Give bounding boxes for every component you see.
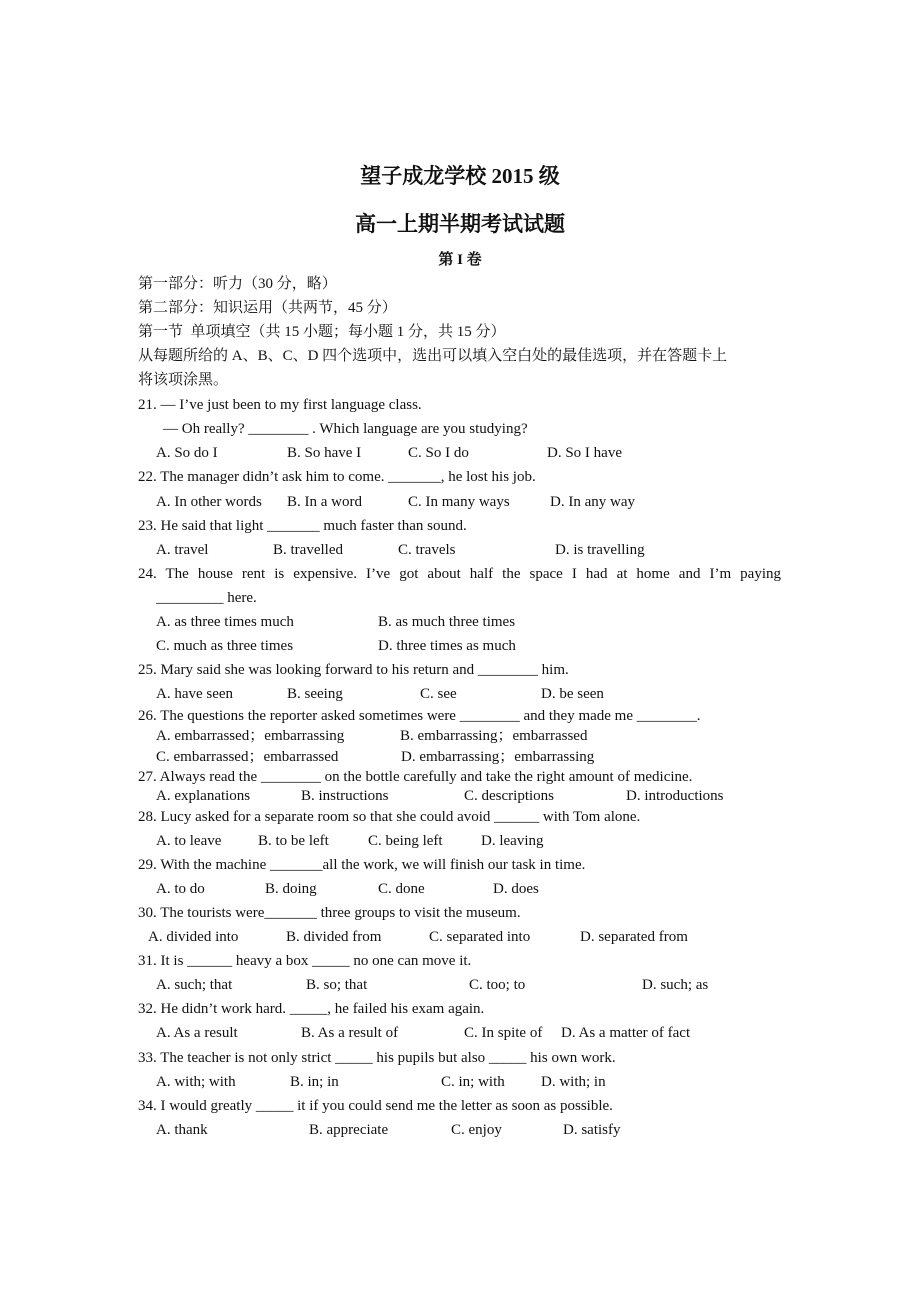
- exam-title: 高一上期半期考试试题: [355, 212, 565, 236]
- answer-option: B. instructions: [301, 788, 389, 804]
- answer-option: B. so; that: [306, 977, 368, 993]
- question-stem: 30. The tourists were_______ three groups to visit the museum.: [138, 905, 521, 921]
- question-stem: 22. The manager didn’t ask him to come. _______, he lost his job.: [138, 469, 536, 485]
- answer-option: A. such; that: [156, 977, 233, 993]
- question-stem: 28. Lucy asked for a separate room so that she could avoid ______ with Tom alone.: [138, 809, 641, 825]
- answer-option: D. introductions: [626, 788, 724, 804]
- answer-option: A. So do I: [156, 445, 218, 461]
- section-instruction: 第二部分：知识运用（共两节，45 分）: [138, 300, 397, 316]
- answer-option: A. to do: [156, 881, 205, 897]
- section-instruction: 第一节 单项填空（共 15 小题；每小题 1 分，共 15 分）: [138, 324, 506, 340]
- answer-option: D. three times as much: [378, 638, 516, 654]
- answer-option: C. see: [420, 686, 457, 702]
- answer-option: D. So I have: [547, 445, 622, 461]
- answer-option: A. as three times much: [156, 614, 294, 630]
- answer-option: A. with; with: [156, 1074, 236, 1090]
- question-stem: 34. I would greatly _____ it if you could send me the letter as soon as possible.: [138, 1098, 613, 1114]
- question-stem: 32. He didn’t work hard. _____, he failed his exam again.: [138, 1001, 485, 1017]
- answer-option: A. As a result: [156, 1025, 238, 1041]
- answer-option: A. In other words: [156, 494, 262, 510]
- question-stem: _________ here.: [156, 590, 257, 606]
- answer-option: D. is travelling: [555, 542, 645, 558]
- answer-option: A. divided into: [148, 929, 239, 945]
- answer-option: B. in; in: [290, 1074, 339, 1090]
- answer-option: C. being left: [368, 833, 443, 849]
- question-stem: 31. It is ______ heavy a box _____ no one can move it.: [138, 953, 472, 969]
- question-stem: 25. Mary said she was looking forward to his return and ________ him.: [138, 662, 569, 678]
- answer-option: C. done: [378, 881, 425, 897]
- answer-option: C. embarrassed；embarrassed: [156, 749, 339, 765]
- answer-option: C. in; with: [441, 1074, 505, 1090]
- answer-option: D. be seen: [541, 686, 604, 702]
- question-stem: 21. — I’ve just been to my first language class.: [138, 397, 422, 413]
- answer-option: D. with; in: [541, 1074, 606, 1090]
- answer-option: A. travel: [156, 542, 209, 558]
- answer-option: B. seeing: [287, 686, 343, 702]
- question-stem: 27. Always read the ________ on the bottle carefully and take the right amount of medicine.: [138, 769, 693, 785]
- question-stem: — Oh really? ________ . Which language are you studying?: [163, 421, 528, 437]
- answer-option: C. enjoy: [451, 1122, 502, 1138]
- school-title: 望子成龙学校 2015 级: [360, 164, 560, 188]
- answer-option: B. As a result of: [301, 1025, 399, 1041]
- answer-option: A. thank: [156, 1122, 208, 1138]
- answer-option: B. as much three times: [378, 614, 516, 630]
- answer-option: B. travelled: [273, 542, 343, 558]
- answer-option: D. As a matter of fact: [561, 1025, 691, 1041]
- section-instruction: 从每题所给的 A、B、C、D 四个选项中，选出可以填入空白处的最佳选项，并在答题卡上: [138, 348, 728, 364]
- question-stem: 23. He said that light _______ much faster than sound.: [138, 518, 467, 534]
- answer-option: D. leaving: [481, 833, 544, 849]
- answer-option: A. explanations: [156, 788, 251, 804]
- answer-option: B. divided from: [286, 929, 382, 945]
- answer-option: D. such; as: [642, 977, 709, 993]
- answer-option: B. to be left: [258, 833, 329, 849]
- answer-option: D. separated from: [580, 929, 688, 945]
- answer-option: D. does: [493, 881, 539, 897]
- answer-option: C. descriptions: [464, 788, 554, 804]
- volume-label: 第 I 卷: [438, 252, 482, 268]
- answer-option: C. travels: [398, 542, 456, 558]
- answer-option: C. In many ways: [408, 494, 510, 510]
- answer-option: D. embarrassing；embarrassing: [401, 749, 595, 765]
- answer-option: C. So I do: [408, 445, 469, 461]
- answer-option: B. In a word: [287, 494, 362, 510]
- question-stem: 26. The questions the reporter asked sometimes were ________ and they made me ________.: [138, 708, 701, 724]
- answer-option: A. embarrassed；embarrassing: [156, 728, 345, 744]
- answer-option: B. So have I: [287, 445, 362, 461]
- answer-option: A. have seen: [156, 686, 234, 702]
- question-stem: 24. The house rent is expensive. I’ve got about half the space I had at home and I’m paying: [138, 566, 781, 582]
- answer-option: C. too; to: [469, 977, 526, 993]
- answer-option: C. In spite of: [464, 1025, 543, 1041]
- question-stem: 29. With the machine _______all the work, we will finish our task in time.: [138, 857, 586, 873]
- answer-option: B. embarrassing；embarrassed: [400, 728, 588, 744]
- answer-option: D. In any way: [550, 494, 635, 510]
- answer-option: C. much as three times: [156, 638, 294, 654]
- answer-option: B. doing: [265, 881, 317, 897]
- section-instruction: 将该项涂黑。: [138, 372, 229, 388]
- answer-option: C. separated into: [429, 929, 531, 945]
- answer-option: D. satisfy: [563, 1122, 621, 1138]
- section-instruction: 第一部分：听力（30 分，略）: [138, 276, 337, 292]
- answer-option: A. to leave: [156, 833, 222, 849]
- answer-option: B. appreciate: [309, 1122, 389, 1138]
- question-stem: 33. The teacher is not only strict _____ his pupils but also _____ his own work.: [138, 1050, 616, 1066]
